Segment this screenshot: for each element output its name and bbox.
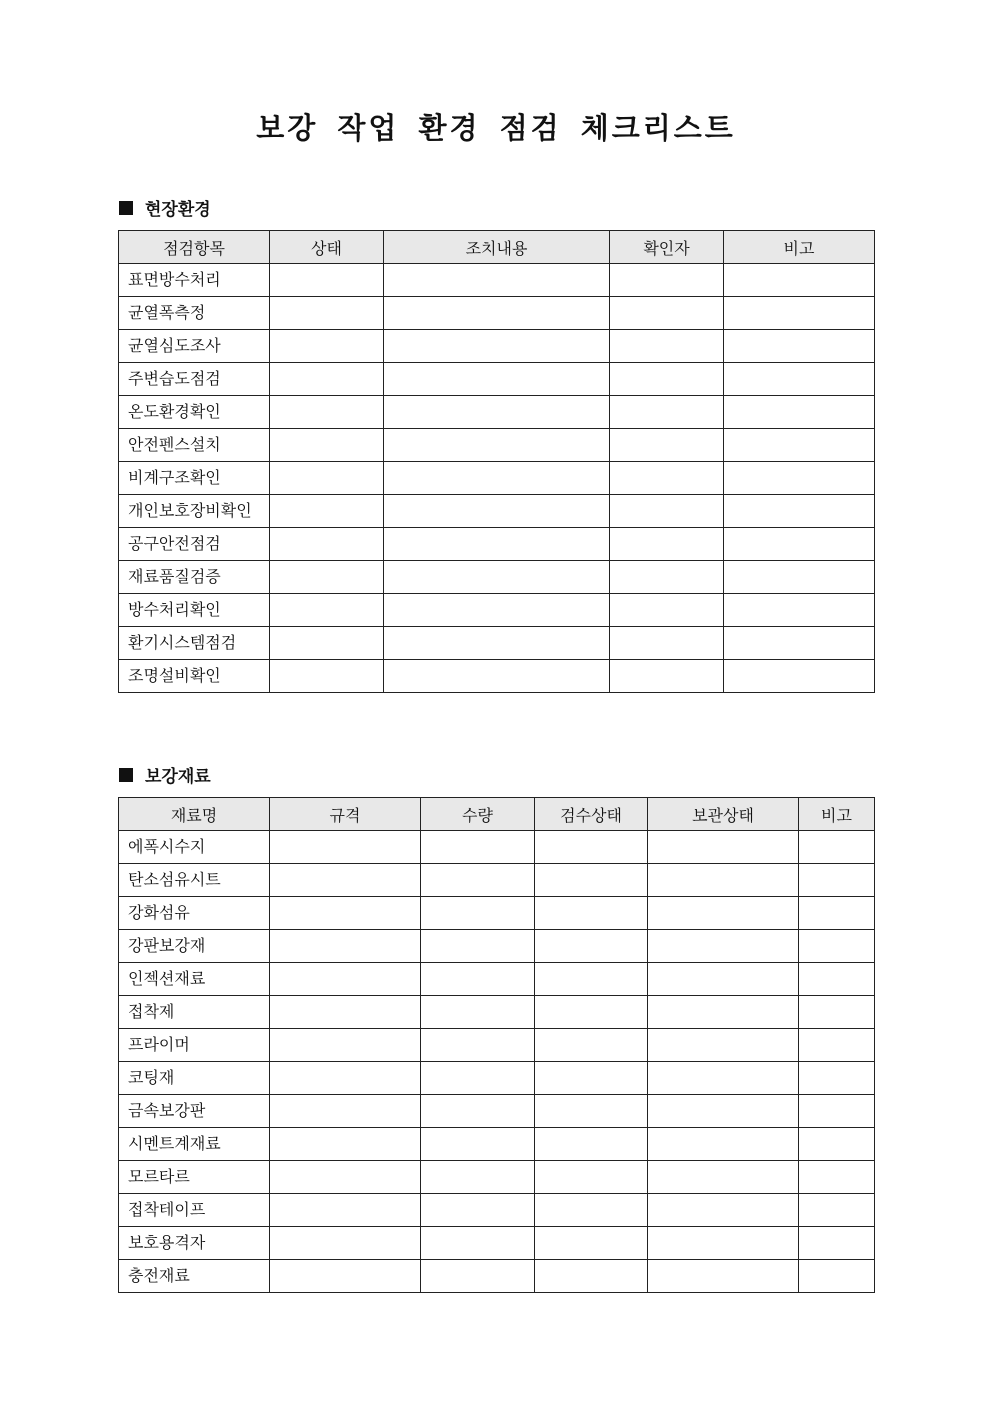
entry-cell[interactable] bbox=[799, 1194, 875, 1227]
item-name-cell: 재료품질검증 bbox=[119, 561, 270, 594]
entry-cell[interactable] bbox=[270, 429, 384, 462]
item-name-cell: 비계구조확인 bbox=[119, 462, 270, 495]
item-name-cell: 코팅재 bbox=[119, 1062, 270, 1095]
entry-cell[interactable] bbox=[421, 996, 535, 1029]
entry-cell[interactable] bbox=[648, 1128, 799, 1161]
site-environment-table bbox=[118, 230, 875, 693]
entry-cell[interactable] bbox=[535, 831, 648, 864]
entry-cell[interactable] bbox=[270, 1029, 421, 1062]
entry-cell[interactable] bbox=[724, 528, 875, 561]
column-header: 비고 bbox=[724, 231, 875, 264]
entry-cell[interactable] bbox=[648, 1260, 799, 1293]
table-row bbox=[119, 1161, 875, 1194]
entry-cell[interactable] bbox=[384, 396, 610, 429]
table-row bbox=[119, 495, 875, 528]
entry-cell[interactable] bbox=[270, 897, 421, 930]
item-name-cell: 보호용격자 bbox=[119, 1227, 270, 1260]
entry-cell[interactable] bbox=[384, 528, 610, 561]
entry-cell[interactable] bbox=[421, 963, 535, 996]
entry-cell[interactable] bbox=[724, 264, 875, 297]
entry-cell[interactable] bbox=[648, 897, 799, 930]
entry-cell[interactable] bbox=[724, 396, 875, 429]
table-row bbox=[119, 462, 875, 495]
item-name-cell: 프라이머 bbox=[119, 1029, 270, 1062]
entry-cell[interactable] bbox=[535, 1260, 648, 1293]
entry-cell[interactable] bbox=[648, 1029, 799, 1062]
entry-cell[interactable] bbox=[270, 996, 421, 1029]
entry-cell[interactable] bbox=[535, 1095, 648, 1128]
entry-cell[interactable] bbox=[648, 1062, 799, 1095]
item-name-cell: 강화섬유 bbox=[119, 897, 270, 930]
column-header: 조치내용 bbox=[384, 231, 610, 264]
table-row bbox=[119, 864, 875, 897]
entry-cell[interactable] bbox=[270, 627, 384, 660]
column-header: 보관상태 bbox=[648, 798, 799, 831]
item-name-cell: 조명설비확인 bbox=[119, 660, 270, 693]
entry-cell[interactable] bbox=[270, 330, 384, 363]
entry-cell[interactable] bbox=[270, 1227, 421, 1260]
entry-cell[interactable] bbox=[421, 1062, 535, 1095]
entry-cell[interactable] bbox=[799, 996, 875, 1029]
entry-cell[interactable] bbox=[535, 1227, 648, 1260]
table-row bbox=[119, 831, 875, 864]
column-header: 재료명 bbox=[119, 798, 270, 831]
table-row bbox=[119, 1095, 875, 1128]
item-name-cell: 균열폭측정 bbox=[119, 297, 270, 330]
entry-cell[interactable] bbox=[648, 864, 799, 897]
table-row bbox=[119, 930, 875, 963]
entry-cell[interactable] bbox=[384, 264, 610, 297]
table-row bbox=[119, 1227, 875, 1260]
square-bullet-icon bbox=[119, 768, 133, 782]
entry-cell[interactable] bbox=[270, 561, 384, 594]
table-row bbox=[119, 963, 875, 996]
entry-cell[interactable] bbox=[648, 1194, 799, 1227]
entry-cell[interactable] bbox=[421, 831, 535, 864]
entry-cell[interactable] bbox=[270, 264, 384, 297]
entry-cell[interactable] bbox=[421, 930, 535, 963]
entry-cell[interactable] bbox=[535, 1161, 648, 1194]
section-title: 보강재료 bbox=[145, 767, 211, 787]
entry-cell[interactable] bbox=[270, 528, 384, 561]
item-name-cell: 시멘트계재료 bbox=[119, 1128, 270, 1161]
entry-cell[interactable] bbox=[270, 930, 421, 963]
column-header: 점검항목 bbox=[119, 231, 270, 264]
table-row bbox=[119, 660, 875, 693]
item-name-cell: 접착제 bbox=[119, 996, 270, 1029]
entry-cell[interactable] bbox=[421, 1029, 535, 1062]
entry-cell[interactable] bbox=[648, 1227, 799, 1260]
entry-cell[interactable] bbox=[535, 930, 648, 963]
column-header: 규격 bbox=[270, 798, 421, 831]
entry-cell[interactable] bbox=[610, 297, 724, 330]
column-header: 수량 bbox=[421, 798, 535, 831]
table-row bbox=[119, 561, 875, 594]
entry-cell[interactable] bbox=[799, 1260, 875, 1293]
table-row bbox=[119, 1128, 875, 1161]
entry-cell[interactable] bbox=[384, 462, 610, 495]
entry-cell[interactable] bbox=[270, 1128, 421, 1161]
item-name-cell: 에폭시수지 bbox=[119, 831, 270, 864]
table-row bbox=[119, 1260, 875, 1293]
entry-cell[interactable] bbox=[270, 363, 384, 396]
entry-cell[interactable] bbox=[384, 297, 610, 330]
entry-cell[interactable] bbox=[384, 429, 610, 462]
entry-cell[interactable] bbox=[799, 897, 875, 930]
entry-cell[interactable] bbox=[799, 1029, 875, 1062]
entry-cell[interactable] bbox=[535, 1062, 648, 1095]
entry-cell[interactable] bbox=[270, 495, 384, 528]
entry-cell[interactable] bbox=[610, 264, 724, 297]
entry-cell[interactable] bbox=[610, 660, 724, 693]
entry-cell[interactable] bbox=[270, 1062, 421, 1095]
entry-cell[interactable] bbox=[610, 495, 724, 528]
entry-cell[interactable] bbox=[270, 1194, 421, 1227]
column-header: 비고 bbox=[799, 798, 875, 831]
entry-cell[interactable] bbox=[270, 831, 421, 864]
entry-cell[interactable] bbox=[648, 1095, 799, 1128]
item-name-cell: 환기시스템점검 bbox=[119, 627, 270, 660]
entry-cell[interactable] bbox=[610, 627, 724, 660]
entry-cell[interactable] bbox=[799, 930, 875, 963]
item-name-cell: 인젝션재료 bbox=[119, 963, 270, 996]
entry-cell[interactable] bbox=[799, 831, 875, 864]
item-name-cell: 방수처리확인 bbox=[119, 594, 270, 627]
table-row bbox=[119, 297, 875, 330]
entry-cell[interactable] bbox=[648, 963, 799, 996]
entry-cell[interactable] bbox=[384, 363, 610, 396]
entry-cell[interactable] bbox=[610, 561, 724, 594]
entry-cell[interactable] bbox=[648, 996, 799, 1029]
section-heading-site-environment bbox=[119, 195, 211, 220]
entry-cell[interactable] bbox=[421, 1161, 535, 1194]
entry-cell[interactable] bbox=[535, 1194, 648, 1227]
table-row bbox=[119, 363, 875, 396]
item-name-cell: 탄소섬유시트 bbox=[119, 864, 270, 897]
entry-cell[interactable] bbox=[384, 495, 610, 528]
entry-cell[interactable] bbox=[384, 594, 610, 627]
item-name-cell: 표면방수처리 bbox=[119, 264, 270, 297]
entry-cell[interactable] bbox=[270, 594, 384, 627]
entry-cell[interactable] bbox=[724, 363, 875, 396]
entry-cell[interactable] bbox=[724, 297, 875, 330]
table-row bbox=[119, 594, 875, 627]
entry-cell[interactable] bbox=[421, 1095, 535, 1128]
table-row bbox=[119, 627, 875, 660]
entry-cell[interactable] bbox=[421, 1260, 535, 1293]
item-name-cell: 금속보강판 bbox=[119, 1095, 270, 1128]
table-row bbox=[119, 264, 875, 297]
entry-cell[interactable] bbox=[270, 660, 384, 693]
entry-cell[interactable] bbox=[724, 627, 875, 660]
table-row bbox=[119, 429, 875, 462]
entry-cell[interactable] bbox=[799, 1128, 875, 1161]
table-row bbox=[119, 897, 875, 930]
entry-cell[interactable] bbox=[610, 594, 724, 627]
entry-cell[interactable] bbox=[535, 864, 648, 897]
item-name-cell: 충전재료 bbox=[119, 1260, 270, 1293]
entry-cell[interactable] bbox=[610, 528, 724, 561]
item-name-cell: 접착테이프 bbox=[119, 1194, 270, 1227]
entry-cell[interactable] bbox=[421, 897, 535, 930]
column-header: 상태 bbox=[270, 231, 384, 264]
entry-cell[interactable] bbox=[270, 1260, 421, 1293]
entry-cell[interactable] bbox=[270, 297, 384, 330]
item-name-cell: 공구안전점검 bbox=[119, 528, 270, 561]
entry-cell[interactable] bbox=[270, 396, 384, 429]
item-name-cell: 강판보강재 bbox=[119, 930, 270, 963]
entry-cell[interactable] bbox=[610, 429, 724, 462]
entry-cell[interactable] bbox=[535, 963, 648, 996]
entry-cell[interactable] bbox=[270, 864, 421, 897]
section-heading-materials bbox=[119, 762, 211, 787]
entry-cell[interactable] bbox=[384, 660, 610, 693]
entry-cell[interactable] bbox=[724, 462, 875, 495]
entry-cell[interactable] bbox=[610, 396, 724, 429]
entry-cell[interactable] bbox=[535, 1128, 648, 1161]
item-name-cell: 개인보호장비확인 bbox=[119, 495, 270, 528]
entry-cell[interactable] bbox=[421, 1128, 535, 1161]
entry-cell[interactable] bbox=[610, 363, 724, 396]
entry-cell[interactable] bbox=[421, 1227, 535, 1260]
item-name-cell: 모르타르 bbox=[119, 1161, 270, 1194]
table-row bbox=[119, 1029, 875, 1062]
entry-cell[interactable] bbox=[799, 1161, 875, 1194]
table-row bbox=[119, 996, 875, 1029]
section-title: 현장환경 bbox=[145, 200, 211, 220]
entry-cell[interactable] bbox=[724, 660, 875, 693]
item-name-cell: 균열심도조사 bbox=[119, 330, 270, 363]
entry-cell[interactable] bbox=[384, 627, 610, 660]
entry-cell[interactable] bbox=[535, 897, 648, 930]
entry-cell[interactable] bbox=[535, 996, 648, 1029]
column-header: 확인자 bbox=[610, 231, 724, 264]
entry-cell[interactable] bbox=[724, 495, 875, 528]
materials-table bbox=[118, 797, 875, 1293]
entry-cell[interactable] bbox=[384, 561, 610, 594]
entry-cell[interactable] bbox=[799, 864, 875, 897]
entry-cell[interactable] bbox=[610, 462, 724, 495]
table-row bbox=[119, 1194, 875, 1227]
entry-cell[interactable] bbox=[724, 561, 875, 594]
entry-cell[interactable] bbox=[610, 330, 724, 363]
entry-cell[interactable] bbox=[799, 963, 875, 996]
entry-cell[interactable] bbox=[421, 864, 535, 897]
square-bullet-icon bbox=[119, 201, 133, 215]
entry-cell[interactable] bbox=[648, 831, 799, 864]
table-row bbox=[119, 1062, 875, 1095]
entry-cell[interactable] bbox=[724, 429, 875, 462]
table-row bbox=[119, 396, 875, 429]
item-name-cell: 주변습도점검 bbox=[119, 363, 270, 396]
entry-cell[interactable] bbox=[270, 963, 421, 996]
entry-cell[interactable] bbox=[648, 1161, 799, 1194]
entry-cell[interactable] bbox=[799, 1227, 875, 1260]
entry-cell[interactable] bbox=[270, 1095, 421, 1128]
entry-cell[interactable] bbox=[724, 330, 875, 363]
entry-cell[interactable] bbox=[270, 1161, 421, 1194]
column-header: 검수상태 bbox=[535, 798, 648, 831]
entry-cell[interactable] bbox=[799, 1062, 875, 1095]
table-row bbox=[119, 528, 875, 561]
entry-cell[interactable] bbox=[384, 330, 610, 363]
entry-cell[interactable] bbox=[421, 1194, 535, 1227]
item-name-cell: 온도환경확인 bbox=[119, 396, 270, 429]
item-name-cell: 안전펜스설치 bbox=[119, 429, 270, 462]
entry-cell[interactable] bbox=[648, 930, 799, 963]
entry-cell[interactable] bbox=[535, 1029, 648, 1062]
table-row bbox=[119, 330, 875, 363]
page-title: 보강 작업 환경 점검 체크리스트 bbox=[256, 111, 736, 145]
entry-cell[interactable] bbox=[724, 594, 875, 627]
entry-cell[interactable] bbox=[799, 1095, 875, 1128]
entry-cell[interactable] bbox=[270, 462, 384, 495]
